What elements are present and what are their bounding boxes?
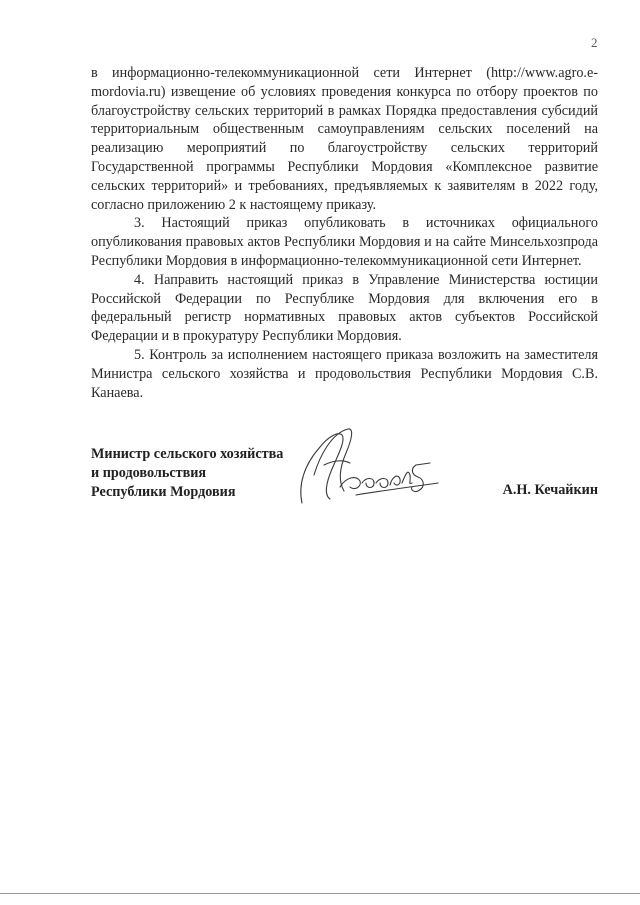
signer-title-line-1: Министр сельского хозяйства xyxy=(91,446,284,462)
handwritten-signature xyxy=(280,425,440,510)
paragraph-item-3: 3. Настоящий приказ опубликовать в источниках официального опубликования правовых актов Республики Мордовия и на сайте Минсельхозпрода Республики Мордовия в информационно-телекоммуникационной сети Интернет. xyxy=(91,215,598,269)
signer-title-line-2: и продовольствия xyxy=(91,464,207,481)
paragraph-item-5: 5. Контроль за исполнением настоящего приказа возложить на заместителя Министра сельского хозяйства и продовольствия Республики Мордовия С.В. Канаева. xyxy=(91,346,598,401)
signer-name: А.Н. Кечайкин xyxy=(502,482,598,498)
bottom-rule xyxy=(0,893,640,894)
signer-title-line-3: Республики Мордовия xyxy=(91,483,236,500)
paragraph-continuation: в информационно-телекоммуникационной сети Интернет (http://www.agro.e-mordovia.ru) извещение об условиях проведения конкурса по отбору проектов по благоустройству сельских территорий в рамках Порядка предоставления субсидий территориальным общественным самоуправлениям сельских поселений на реализацию мероприятий по благоустройству сельских территорий Государственной программы Республики Мордовия «Комплексное развитие сельских территорий» и требованиях, предъявляемых к заявителям в 2022 году, согласно приложению 2 к настоящему приказу. xyxy=(91,65,598,213)
document-body xyxy=(91,64,598,402)
signer-title xyxy=(91,445,283,501)
paragraph-item-4: 4. Направить настоящий приказ в Управление Министерства юстиции Российской Федерации по Республике Мордовия для включения его в федеральный регистр нормативных правовых актов субъектов Российской Федерации и в прокуратуру Республики Мордовия. xyxy=(91,271,598,345)
page-number: 2 xyxy=(591,35,598,50)
